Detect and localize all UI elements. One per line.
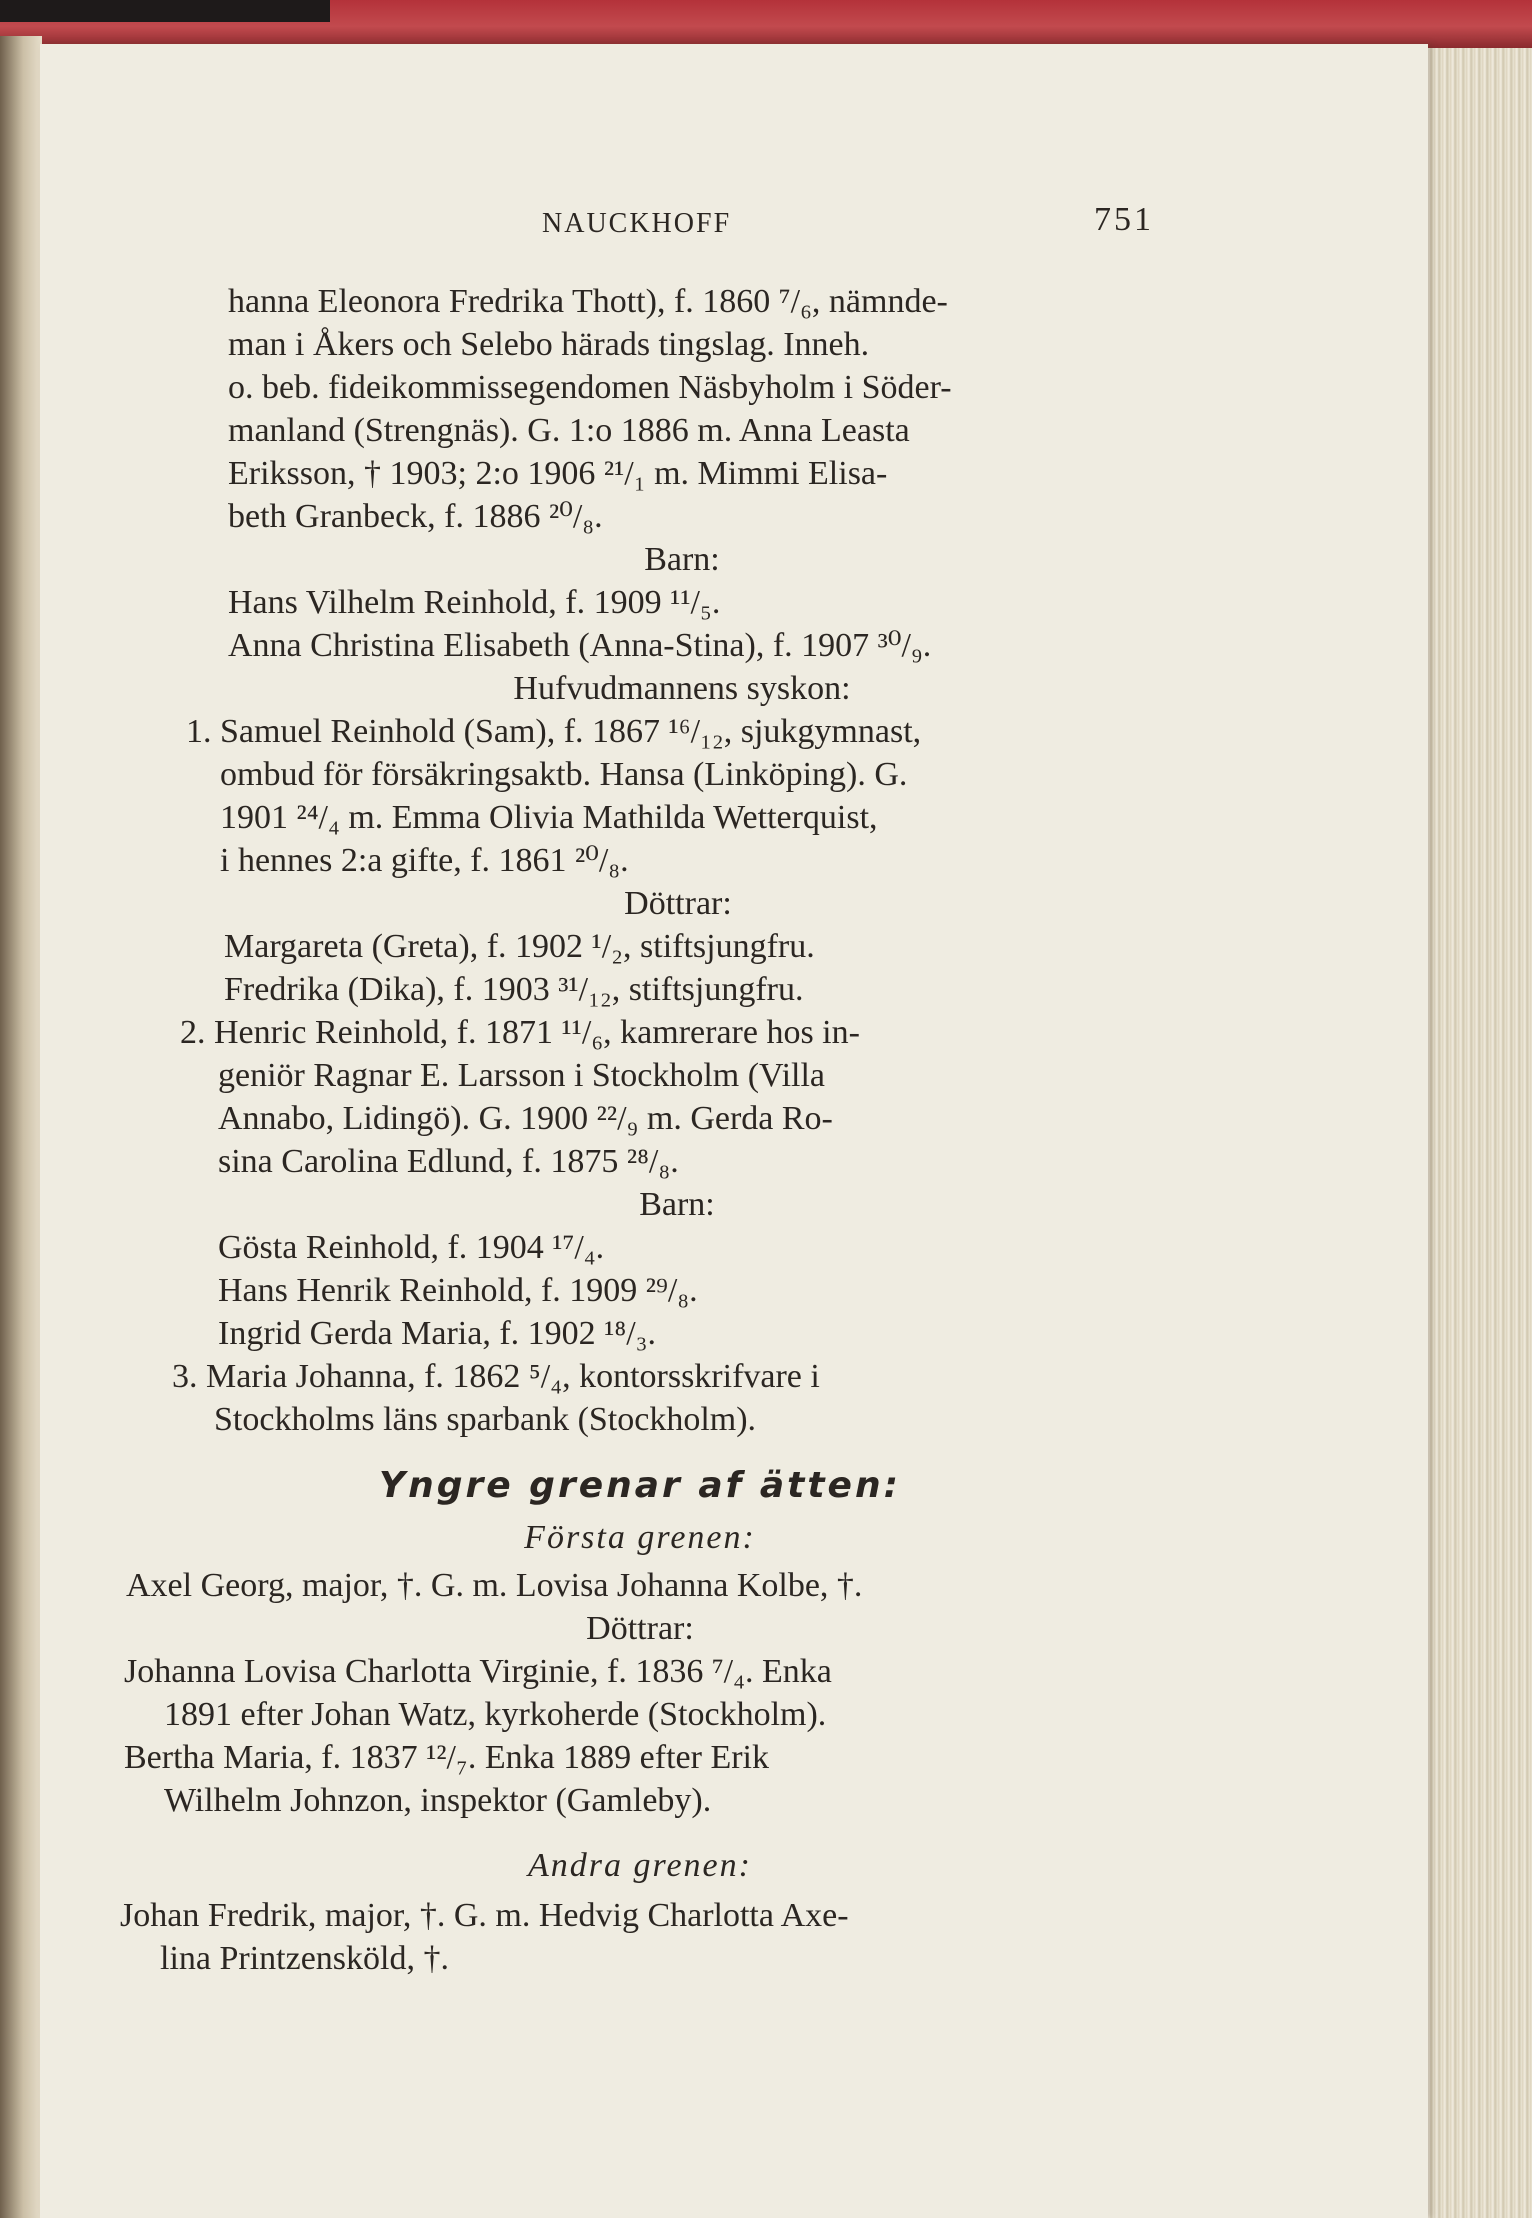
text-line: 3. Maria Johanna, f. 1862 ⁵/₄, kontorsskrifvare i bbox=[172, 1358, 820, 1395]
section-heading: Yngre grenar af ätten: bbox=[379, 1465, 901, 1506]
sub-heading: Andra grenen: bbox=[528, 1847, 752, 1884]
text-line: i hennes 2:a gifte, f. 1861 ²⁰/₈. bbox=[220, 842, 629, 879]
text-line: geniör Ragnar E. Larsson i Stockholm (Villa bbox=[218, 1057, 826, 1094]
text-line: 1901 ²⁴/₄ m. Emma Olivia Mathilda Wetterquist, bbox=[220, 799, 878, 836]
text-line: Fredrika (Dika), f. 1903 ³¹/₁₂, stiftsjungfru. bbox=[224, 971, 804, 1008]
text-line: manland (Strengnäs). G. 1:o 1886 m. Anna Leasta bbox=[228, 412, 910, 449]
section-label: Döttrar: bbox=[586, 1610, 694, 1647]
book-page bbox=[40, 44, 1428, 2218]
text-line: 1. Samuel Reinhold (Sam), f. 1867 ¹⁶/₁₂, sjukgymnast, bbox=[186, 713, 922, 750]
text-line: Wilhelm Johnzon, inspektor (Gamleby). bbox=[164, 1782, 712, 1819]
text-line: lina Printzensköld, †. bbox=[160, 1940, 449, 1977]
text-line: man i Åkers och Selebo härads tingslag. Inneh. bbox=[228, 326, 870, 363]
text-line: 1891 efter Johan Watz, kyrkoherde (Stockholm). bbox=[164, 1696, 827, 1733]
text-line: 2. Henric Reinhold, f. 1871 ¹¹/₆, kamrerare hos in- bbox=[180, 1014, 860, 1051]
page-number: 751 bbox=[1094, 201, 1154, 238]
section-label: Barn: bbox=[639, 1186, 715, 1223]
text-line: ombud för försäkringsaktb. Hansa (Linköping). G. bbox=[220, 756, 908, 793]
text-line: Gösta Reinhold, f. 1904 ¹⁷/₄. bbox=[218, 1229, 605, 1266]
text-line: Hans Vilhelm Reinhold, f. 1909 ¹¹/₅. bbox=[228, 584, 721, 621]
book-gutter bbox=[0, 36, 42, 2218]
section-label: Barn: bbox=[644, 541, 720, 578]
page-stack-edge bbox=[1418, 48, 1532, 2218]
text-line: Annabo, Lidingö). G. 1900 ²²/₉ m. Gerda Ro- bbox=[218, 1100, 833, 1137]
text-line: sina Carolina Edlund, f. 1875 ²⁸/₈. bbox=[218, 1143, 679, 1180]
text-line: Axel Georg, major, †. G. m. Lovisa Johanna Kolbe, †. bbox=[126, 1567, 863, 1604]
text-line: Stockholms läns sparbank (Stockholm). bbox=[214, 1401, 757, 1438]
text-line: beth Granbeck, f. 1886 ²⁰/₈. bbox=[228, 498, 603, 535]
text-line: Johan Fredrik, major, †. G. m. Hedvig Charlotta Axe- bbox=[120, 1897, 849, 1934]
text-line: hanna Eleonora Fredrika Thott), f. 1860 ⁷/₆, nämnde- bbox=[228, 283, 948, 320]
text-line: Ingrid Gerda Maria, f. 1902 ¹⁸/₃. bbox=[218, 1315, 656, 1352]
text-line: Margareta (Greta), f. 1902 ¹/₂, stiftsjungfru. bbox=[224, 928, 815, 965]
text-line: Johanna Lovisa Charlotta Virginie, f. 1836 ⁷/₄. Enka bbox=[124, 1653, 832, 1690]
cover-shadow bbox=[0, 0, 330, 22]
running-header: NAUCKHOFF bbox=[542, 208, 732, 239]
section-label: Döttrar: bbox=[624, 885, 732, 922]
sub-heading: Första grenen: bbox=[524, 1519, 756, 1556]
text-line: Bertha Maria, f. 1837 ¹²/₇. Enka 1889 efter Erik bbox=[124, 1739, 769, 1776]
text-line: o. beb. fideikommissegendomen Näsbyholm i Söder- bbox=[228, 369, 952, 406]
text-line: Eriksson, † 1903; 2:o 1906 ²¹/₁ m. Mimmi Elisa- bbox=[228, 455, 888, 492]
section-label: Hufvudmannens syskon: bbox=[513, 670, 851, 707]
text-line: Anna Christina Elisabeth (Anna-Stina), f. 1907 ³⁰/₉. bbox=[228, 627, 932, 664]
text-line: Hans Henrik Reinhold, f. 1909 ²⁹/₈. bbox=[218, 1272, 698, 1309]
